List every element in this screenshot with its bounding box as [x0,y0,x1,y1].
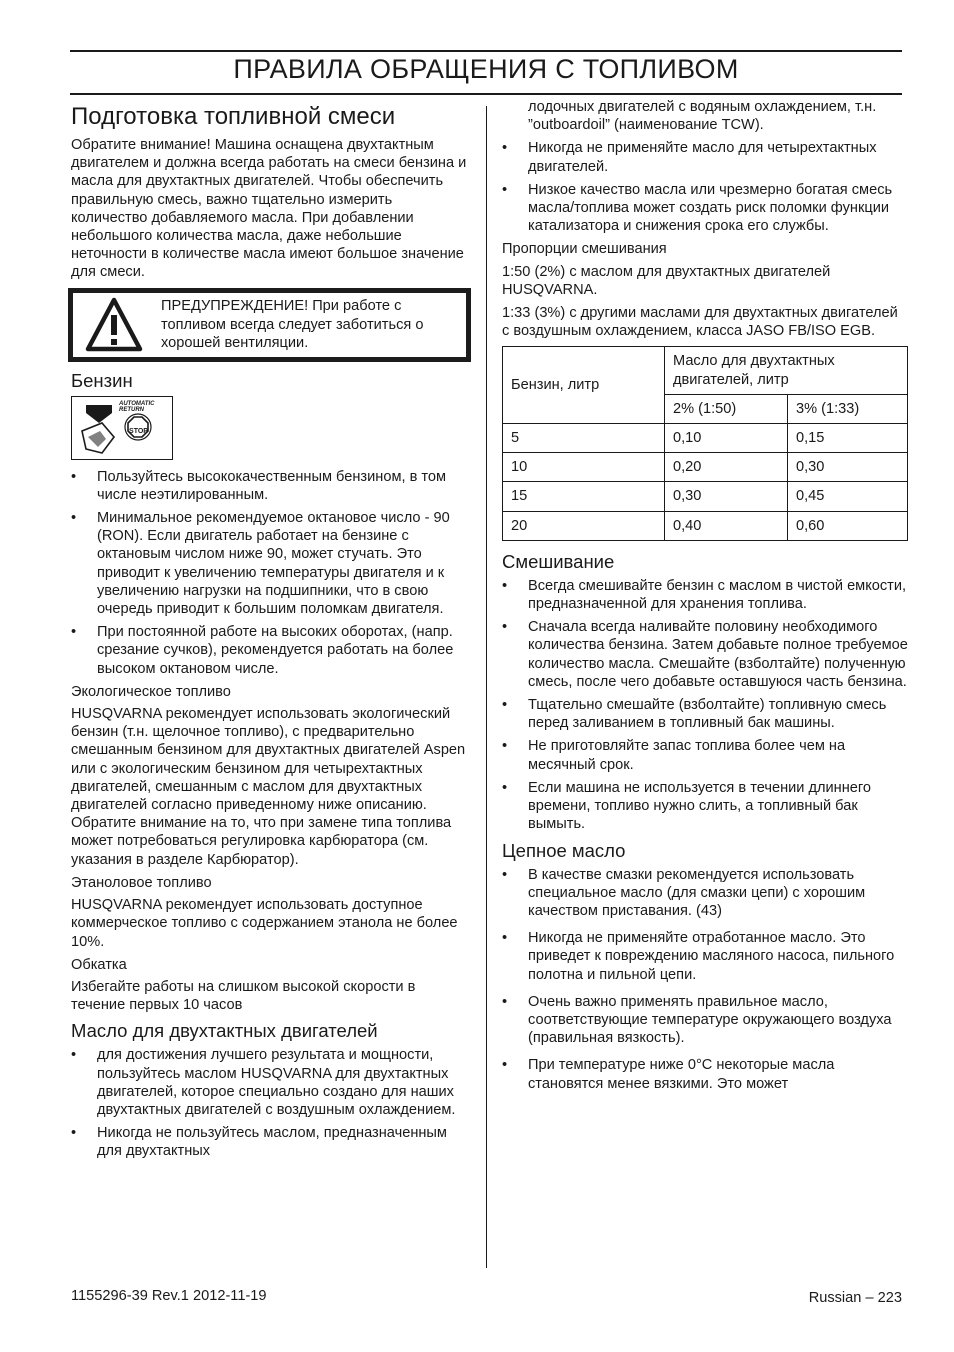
list-item: • Если машина не используется в течении длиннего времени, топливо нужно слить, а топливный бак вымыть. [502,779,872,833]
ethanol-fuel-subheading: Этаноловое топливо [71,874,212,891]
table-subheader-3pct: 3% (1:33) [788,394,908,423]
list-item: • При постоянной работе на высоких оборотах, (напр. срезание сучков), рекомендуется работать на более высоком октановом числе. [71,624,454,677]
warning-box [68,288,471,362]
intro-paragraph: Обратите внимание! Машина оснащена двухтактным двигателем и должна всегда работать на смеси бензина и масла для двухтактных двигателей. Чтобы обеспечить правильную смесь, важно тщательно измерить количество добавляемого масла. При добавлении небольшого количества масла, даже небольшие неточности в количестве масла имеют большое значение для смеси. [71,137,467,281]
table-subheader-2pct: 2% (1:50) [665,394,788,423]
oil-bullet-list-continued [502,139,908,235]
bullet-icon: • [502,697,508,714]
list-item: • Сначала всегда наливайте половину необходимого количества бензина. Затем добавьте полное требуемое количество масла. Смешайте (взболтайте) полученную смесь, после чего добавьте оставшуюся часть бензина. [502,619,908,690]
continued-text: лодочных двигателей с водяным охлаждением, т.н. ”outboardoil” (наименование TCW). [528,99,877,134]
list-item: • Никогда не пользуйтесь маслом, предназначенным для двухтактных [71,1125,447,1160]
bullet-icon: • [502,779,508,796]
table-cell: 0,30 [665,482,788,511]
fuel-automatic-return-icon [71,396,173,460]
bullet-icon: • [71,1047,77,1064]
table-row [503,482,908,511]
section-heading-chain-oil: Цепное масло [502,839,626,861]
stop-label: STOP [129,427,148,435]
list-item: • Пользуйтесь высококачественным бензином, в том числе неэтилированным. [71,468,447,503]
table-cell: 0,20 [665,453,788,482]
mix-ratio-table [502,346,908,540]
list-item: • Не приготовляйте запас топлива более чем на месячный срок. [502,738,846,773]
run-in-subheading: Обкатка [71,956,127,973]
list-item: • Низкое качество масла или чрезмерно богатая смесь масла/топлива может создать риск поломки функции катализатора и снижения срока его службы. [502,181,893,235]
table-row [503,511,908,540]
list-item: • Никогда не применяйте масло для четырехтактных двигателей. [502,140,877,175]
section-heading-fuel-mix: Подготовка топливной смеси [71,103,396,130]
bullet-icon: • [502,738,508,755]
table-cell: 0,30 [788,453,908,482]
bullet-icon: • [502,993,508,1010]
page-title: ПРАВИЛА ОБРАЩЕНИЯ С ТОПЛИВОМ [233,54,739,84]
section-heading-mixing: Смешивание [502,550,615,572]
list-item: • При температуре ниже 0°C некоторые масла становятся менее вязкими. Это может [502,1057,835,1092]
table-cell: 0,15 [788,424,908,453]
table-header-row [503,347,908,394]
table-row [503,453,908,482]
list-item: • Тщательно смешайте (взболтайте) топливную смесь перед заливанием в топливный бак машины. [502,697,887,732]
table-cell: 0,10 [665,424,788,453]
top-rule [70,50,902,52]
table-header-oil: Масло для двухтактных двигателей, литр [665,347,908,394]
bullet-icon: • [502,866,508,883]
bullet-icon: • [71,1125,77,1142]
section-heading-petrol: Бензин [71,369,133,391]
bullet-icon: • [502,619,508,636]
bullet-icon: • [71,624,77,641]
bullet-icon: • [502,930,508,947]
table-cell: 0,45 [788,482,908,511]
column-divider [486,106,487,1268]
footer-doc-id: 1155296-39 Rev.1 2012-11-19 [71,1288,267,1304]
list-item: • Никогда не применяйте отработанное масло. Это приведет к повреждению масляного насоса, пильного полотна и пильной цепи. [502,930,895,983]
left-column [71,98,468,1166]
mix-ratio-subheading: Пропорции смешивания [502,241,667,258]
petrol-bullet-list [71,468,468,678]
bullet-icon: • [502,140,508,157]
title-rule [70,93,902,95]
table-header-petrol: Бензин, литр [503,347,665,424]
table-cell: 10 [503,453,665,482]
right-column [502,98,908,1098]
bullet-icon: • [71,468,77,485]
chain-oil-bullet-list [502,866,908,1093]
mix-ratio-2: 1:33 (3%) с другими маслами для двухтактных двигателей с воздушным охлаждением, класса JASO FB/ISO EGB. [502,305,898,340]
bullet-icon: • [502,577,508,594]
table-cell: 15 [503,482,665,511]
bullet-icon: • [71,510,77,527]
list-item: • для достижения лучшего результата и мощности, пользуйтесь маслом HUSQVARNA для двухтактных двигателей, которое специально создано для наших двухтактных двигателей с воздушным охлаждением. [71,1047,456,1118]
list-item: • Очень важно применять правильное масло, соответствующие температуре окружающего воздуха (правильная вязкость). [502,993,892,1047]
table-cell: 20 [503,511,665,540]
list-item: • Минимальное рекомендуемое октановое число - 90 (RON). Если двигатель работает на бензине с октановым числом ниже 90, может стучать. Это приводит к увеличению температуры двигателя и к увеличению нагрузки на подшипники, что в свою очередь приводит к большим поломкам двигателя. [71,510,450,618]
run-in-text: Избегайте работы на слишком высокой скорости в течение первых 10 часов [71,978,416,1014]
mix-ratio-1: 1:50 (2%) с маслом для двухтактных двигателей HUSQVARNA. [502,263,831,298]
oil-bullet-list [71,1046,468,1160]
table-cell: 5 [503,424,665,453]
list-item: • Всегда смешивайте бензин с маслом в чистой емкости, предназначенной для хранения топлива. [502,577,907,613]
eco-fuel-text: HUSQVARNA рекомендует использовать экологический бензин (т.н. щелочное топливо), с предварительно смешанным бензином для двухтактных двигателей Aspen или с экологическим бензином для четырехтактных двигателей, смешанным с маслом для двухтактных двигателей согласно приведенному ниже описанию. Обратите внимание на то, что при замене типа топлива может потребоваться регулировка карбюратора (см. указания в разделе Карбюратор). [71,706,466,868]
table-cell: 0,40 [665,511,788,540]
bullet-icon: • [502,181,508,198]
table-cell: 0,60 [788,511,908,540]
bullet-icon: • [502,1057,508,1074]
table-row [503,424,908,453]
eco-fuel-subheading: Экологическое топливо [71,683,231,700]
section-heading-two-stroke-oil: Масло для двухтактных двигателей [71,1020,378,1042]
ethanol-fuel-text: HUSQVARNA рекомендует использовать доступное коммерческое топливо с содержанием этанола не более 10%. [71,897,458,950]
icon-caption: AUTOMATIC RETURN [119,400,155,413]
warning-triangle-icon [85,297,143,353]
footer-page-label: Russian – 223 [808,1290,902,1306]
mixing-bullet-list [502,577,908,834]
list-item: • В качестве смазки рекомендуется использовать специальное масло (для смазки цепи) с хорошим качеством приставания. (43) [502,866,866,919]
warning-text: ПРЕДУПРЕЖДЕНИЕ! При работе с топливом всегда следует заботиться о хорошей вентиляции. [161,298,424,351]
